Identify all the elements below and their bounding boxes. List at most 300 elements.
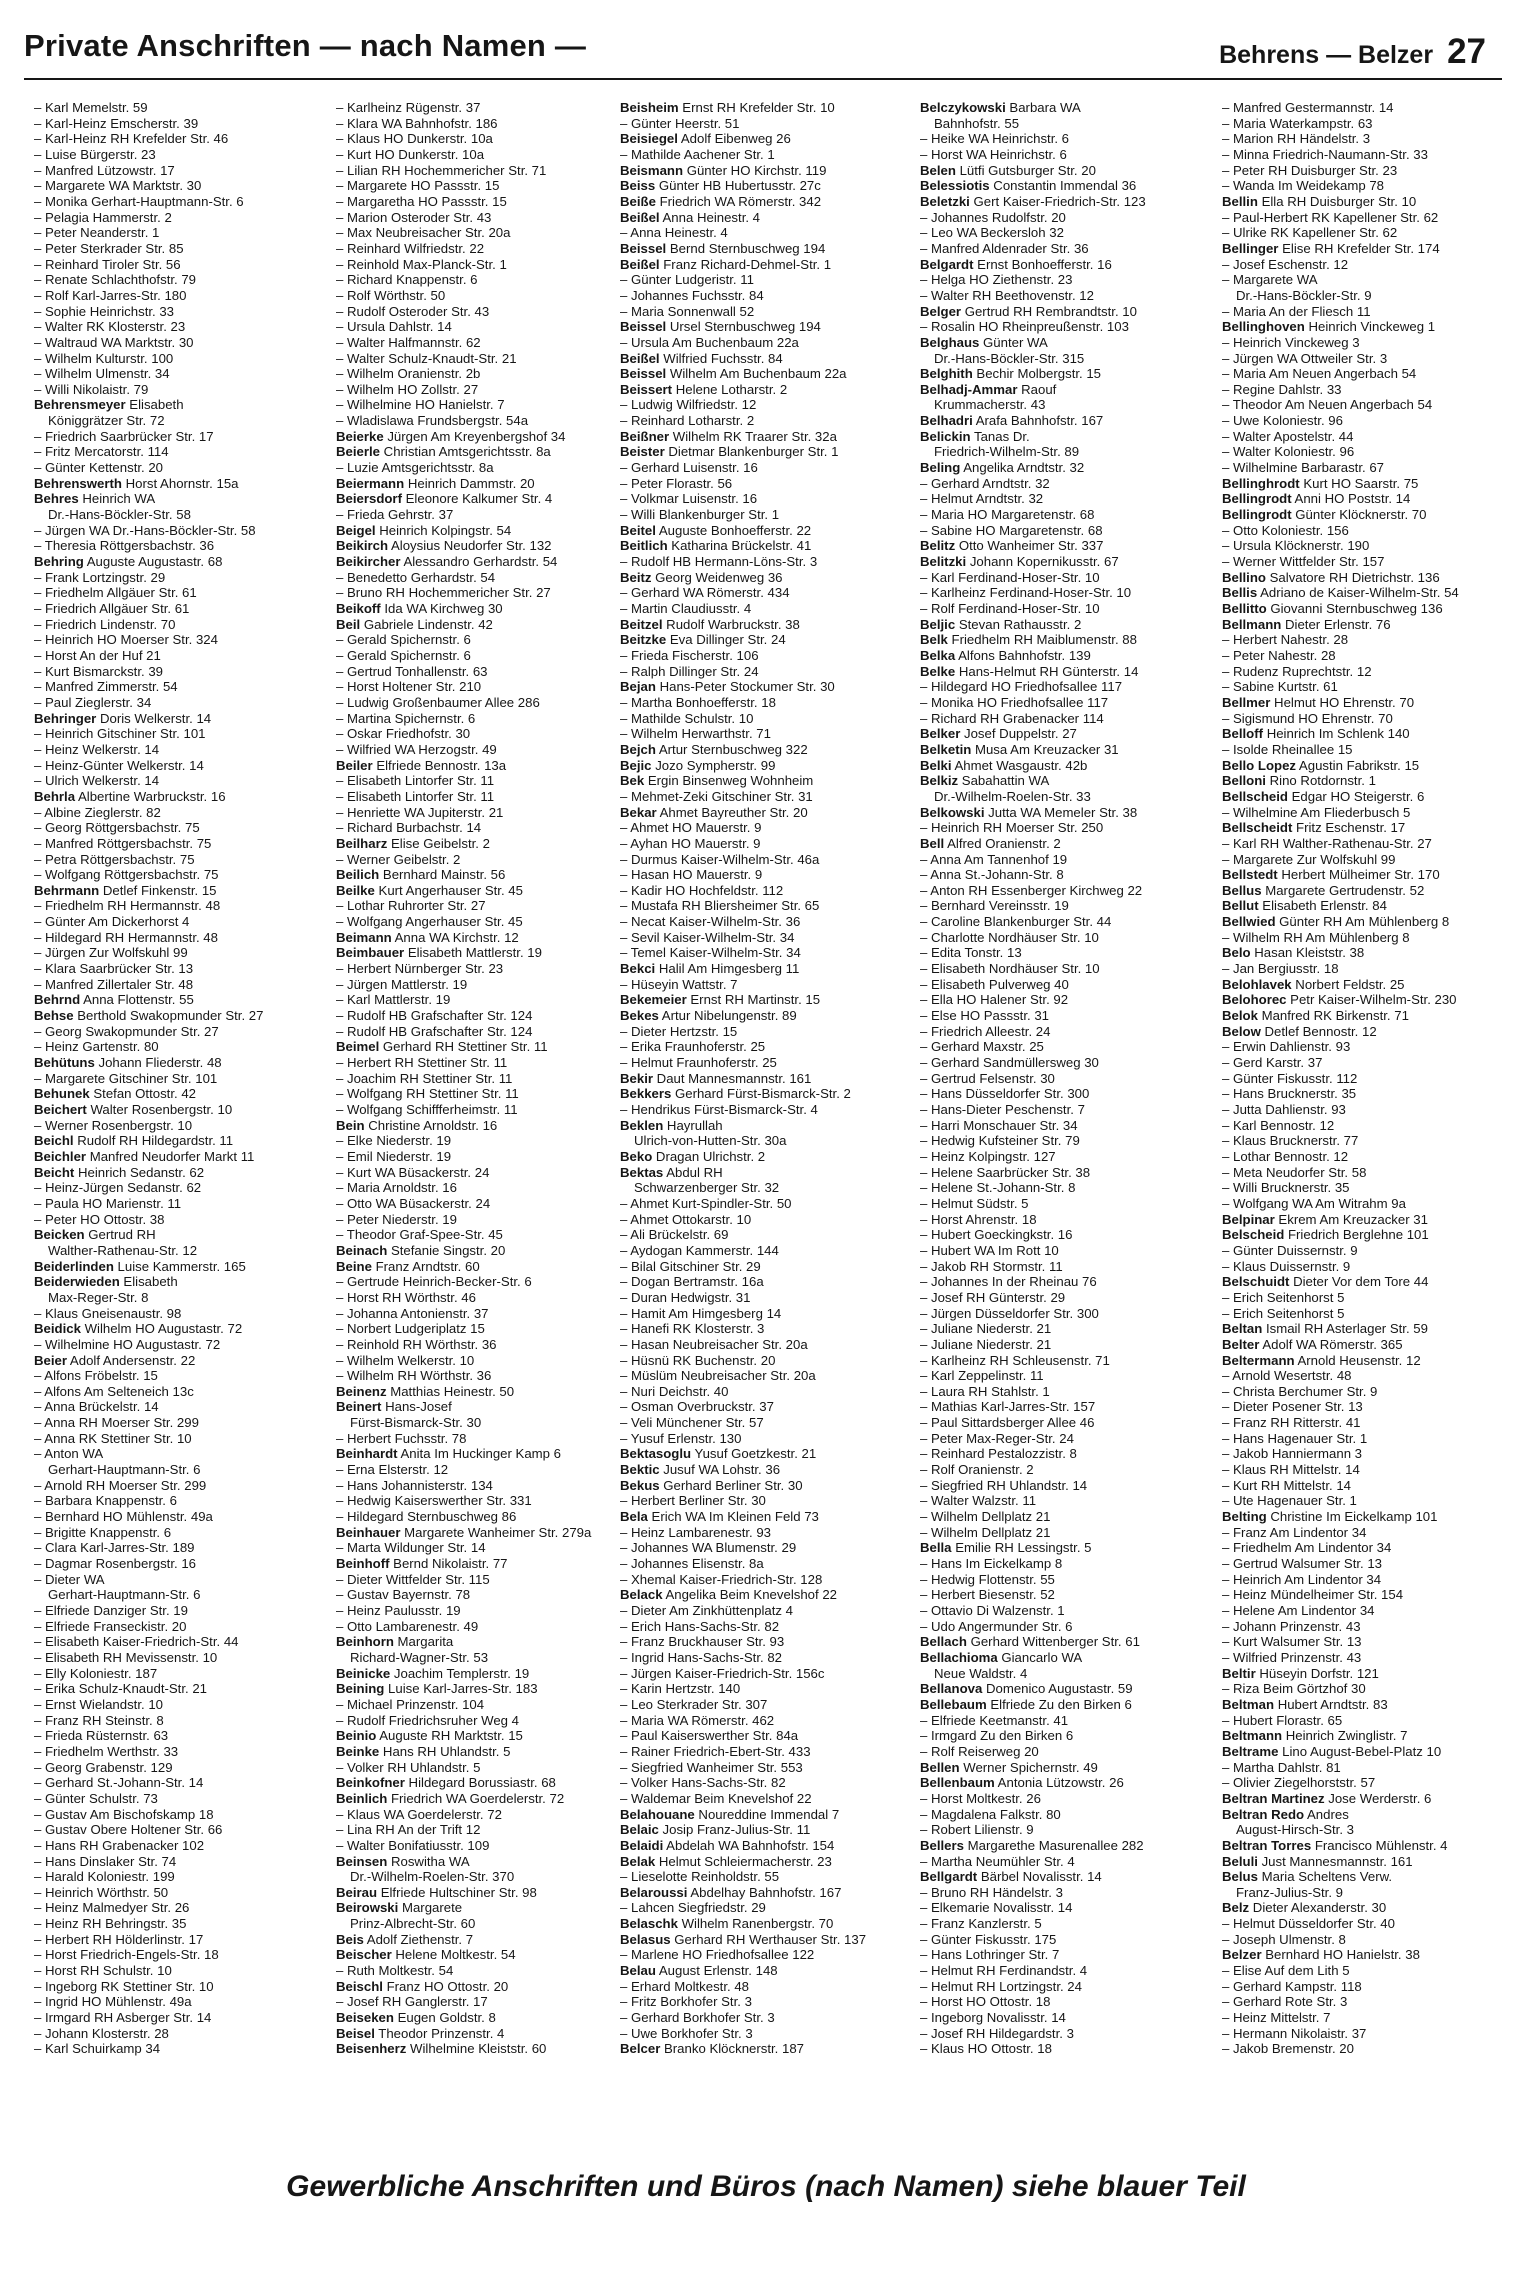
listing-entry: – Franz Am Lindentor 34 — [1222, 1524, 1367, 1540]
listing-entry: – Heinz Paulusstr. 19 — [336, 1603, 461, 1618]
listing-entry: – Gerhard Luisenstr. 16 — [620, 460, 758, 476]
surname: Beierke — [336, 428, 384, 444]
listing-entry: Beiler Elfriede Bennostr. 13a — [336, 757, 507, 773]
listing-entry: – Klaus WA Goerdelerstr. 72 — [336, 1806, 502, 1822]
page-header-right — [1219, 32, 1486, 72]
surname: Beikoff — [336, 601, 381, 616]
listing-entry: – Henriette WA Jupiterstr. 21 — [336, 804, 504, 820]
listing-entry: Beltman Hubert Arndtstr. 83 — [1222, 1696, 1388, 1712]
listing-entry: – Margarete Gitschiner Str. 101 — [34, 1070, 218, 1086]
surname: Beier — [34, 1352, 67, 1368]
listing-entry: Belschuidt Dieter Vor dem Tore 44 — [1222, 1274, 1429, 1290]
listing-entry: – Reinhard Lotharstr. 2 — [620, 413, 755, 429]
listing-entry: Belhadri Arafa Bahnhofstr. 167 — [920, 413, 1104, 429]
surname: Bellebaum — [920, 1696, 987, 1712]
listing-entry: – Elisabeth Pulverweg 40 — [920, 976, 1069, 992]
listing-entry: Belgardt Ernst Bonhoefferstr. 16 — [920, 256, 1112, 272]
listing-entry: Belaroussi Abdelhay Bahnhofstr. 167 — [620, 1884, 842, 1900]
listing-entry: Bellscheid Edgar HO Steigerstr. 6 — [1222, 788, 1425, 804]
surname: Bellino — [1222, 569, 1266, 585]
listing-entry: – Georg Röttgersbachstr. 75 — [34, 820, 200, 836]
surname: Belitz — [920, 538, 956, 554]
listing-entry: – Maria Sonnenwall 52 — [620, 303, 755, 319]
listing-entry: – Peter Max-Reger-Str. 24 — [920, 1430, 1074, 1446]
listing-entry: – Oskar Friedhofstr. 30 — [336, 726, 471, 742]
surname: Beinach — [336, 1242, 388, 1258]
listing-entry: Beisiegel Adolf Eibenweg 26 — [620, 131, 791, 147]
surname: Belscheid — [1222, 1227, 1285, 1243]
listing-entry: Belau August Erlenstr. 148 — [620, 1963, 778, 1979]
listing-entry: – Otto Koloniestr. 156 — [1222, 522, 1349, 538]
listing-entry: – Franz RH Steinstr. 8 — [34, 1712, 164, 1728]
listing-entry: – Gerhard Maxstr. 25 — [920, 1039, 1044, 1055]
surname: Beining — [336, 1681, 385, 1697]
listing-entry: – Lothar Bennostr. 12 — [1222, 1148, 1349, 1164]
listing-entry: – Regine Dahlstr. 33 — [1222, 381, 1342, 397]
listing-entry: Behrensmeyer Elisabeth — [34, 397, 184, 413]
listing-entry: Beier Adolf Andersenstr. 22 — [34, 1352, 196, 1368]
listing-entry: Belloff Heinrich Im Schlenk 140 — [1222, 726, 1410, 742]
listing-entry: Belczykowski Barbara WA — [920, 100, 1081, 115]
surname: Belickin — [920, 428, 971, 444]
listing-entry: – Horst Holtener Str. 210 — [336, 679, 482, 695]
listing-entry: – Karlheinz Rügenstr. 37 — [336, 100, 481, 115]
listing-entry: – Wilhelm HO Zollstr. 27 — [336, 381, 479, 397]
listing-entry: Belcer Branko Klöcknerstr. 187 — [620, 2041, 804, 2057]
listing-entry: Bellin Ella RH Duisburger Str. 10 — [1222, 193, 1417, 209]
listing-entry: Belke Hans-Helmut RH Günterstr. 14 — [920, 663, 1139, 679]
listing-entry: Beinhauer Margarete Wanheimer Str. 279a — [336, 1524, 592, 1540]
surname: Beissel — [620, 240, 667, 256]
listing-entry: – Anton RH Essenberger Kirchweg 22 — [920, 882, 1143, 898]
listing-entry: Beister Dietmar Blankenburger Str. 1 — [620, 444, 839, 460]
listing-entry: Dr.-Wilhelm-Roelen-Str. 33 — [934, 788, 1091, 804]
listing-entry: – Ingrid HO Mühlenstr. 49a — [34, 1994, 192, 2010]
listing-entry: Belok Manfred RK Birkenstr. 71 — [1222, 1008, 1409, 1024]
surname: Belting — [1222, 1509, 1267, 1525]
listing-entry: Bellscheidt Fritz Eschenstr. 17 — [1222, 820, 1406, 836]
listing-entry: – Dagmar Rosenbergstr. 16 — [34, 1556, 196, 1572]
listing-entry: Beiss Günter HB Hubertusstr. 27c — [620, 178, 821, 194]
listing-entry: Beilharz Elise Geibelstr. 2 — [336, 835, 490, 851]
listing-entry: – Manfred Zimmerstr. 54 — [34, 679, 178, 695]
surname: Beichert — [34, 1102, 87, 1117]
listing-entry: – Udo Angermunder Str. 6 — [920, 1618, 1073, 1634]
surname: Beiße — [620, 193, 656, 209]
listing-entry: – Heinrich RH Moerser Str. 250 — [920, 820, 1104, 836]
surname: Beiler — [336, 757, 373, 773]
surname: Belus — [1222, 1869, 1258, 1885]
listing-entry: – Elise Auf dem Lith 5 — [1222, 1963, 1350, 1979]
listing-entry: – Wilhelm Welkerstr. 10 — [336, 1352, 475, 1368]
listing-entry: – Petra Röttgersbachstr. 75 — [34, 851, 195, 867]
listing-entry: Beko Dragan Ulrichstr. 2 — [620, 1148, 766, 1164]
listing-entry: – Karl RH Walther-Rathenau-Str. 27 — [1222, 835, 1432, 851]
surname: Beitzke — [620, 632, 667, 648]
listing-entry: Beichert Walter Rosenbergstr. 10 — [34, 1102, 233, 1117]
listing-entry: – Margarete Zur Wolfskuhl 99 — [1222, 851, 1396, 867]
surname: Beierle — [336, 444, 380, 460]
listing-entry: – Wolfgang Schiffferheimstr. 11 — [336, 1102, 518, 1117]
listing-entry: – Harri Monschauer Str. 34 — [920, 1117, 1078, 1133]
listing-entry: Belzer Bernhard HO Hanielstr. 38 — [1222, 1947, 1420, 1963]
listing-entry: – Ella HO Halener Str. 92 — [920, 992, 1069, 1008]
listing-entry: Beiderlinden Luise Kammerstr. 165 — [34, 1258, 246, 1274]
listing-entry: Beirau Elfriede Hultschiner Str. 98 — [336, 1884, 537, 1900]
listing-entry: – Jürgen WA Ottweiler Str. 3 — [1222, 350, 1388, 366]
listing-entry: – Kadir HO Hochfeldstr. 112 — [620, 882, 784, 898]
listing-entry: – Juliane Niederstr. 21 — [920, 1321, 1052, 1337]
listing-entry: Beikoff Ida WA Kirchweg 30 — [336, 601, 503, 616]
listing-entry: – Manfred Zillertaler Str. 48 — [34, 976, 194, 992]
listing-entry: – Horst Moltkestr. 26 — [920, 1790, 1041, 1806]
listing-entry: – Rudenz Ruprechtstr. 12 — [1222, 663, 1372, 679]
listing-entry: – Anna RH Moerser Str. 299 — [34, 1415, 199, 1431]
listing-entry: Beinkofner Hildegard Borussiastr. 68 — [336, 1775, 556, 1791]
surname: Bekkers — [620, 1086, 672, 1102]
listing-entry: Bellitto Giovanni Sternbuschweg 136 — [1222, 601, 1443, 616]
listing-entry: – Richard RH Grabenacker 114 — [920, 710, 1104, 726]
listing-entry: – Durmus Kaiser-Wilhelm-Str. 46a — [620, 851, 820, 867]
surname: Bellmer — [1222, 694, 1271, 710]
listing-entry: Belpinar Ekrem Am Kreuzacker 31 — [1222, 1211, 1428, 1227]
listing-entry: Belkiz Sabahattin WA — [920, 773, 1050, 789]
listing-entry: – Meta Neudorfer Str. 58 — [1222, 1164, 1367, 1180]
surname: Beinhoff — [336, 1556, 390, 1572]
listing-entry: – Joachim RH Stettiner Str. 11 — [336, 1070, 513, 1086]
listing-entry: – Gerd Karstr. 37 — [1222, 1055, 1323, 1071]
listing-entry: – Walter Apostelstr. 44 — [1222, 428, 1354, 444]
listing-entry: – Elisabeth Lintorfer Str. 11 — [336, 788, 495, 804]
listing-entry: – Ursula Klöcknerstr. 190 — [1222, 538, 1370, 554]
listing-entry: – Peter Sterkrader Str. 85 — [34, 240, 184, 256]
listing-entry: Bell Alfred Oranienstr. 2 — [920, 835, 1061, 851]
listing-entry: Belz Dieter Alexanderstr. 30 — [1222, 1900, 1387, 1916]
listing-entry: – Helmut Arndtstr. 32 — [920, 491, 1044, 507]
listing-entry: – Ulrike RK Kapellener Str. 62 — [1222, 225, 1398, 241]
surname: Bellwied — [1222, 914, 1276, 930]
listing-entry: – Martina Spichernstr. 6 — [336, 710, 476, 726]
surname: Beinhorn — [336, 1634, 394, 1650]
listing-entry: Behring Auguste Augustastr. 68 — [34, 554, 223, 570]
listing-entry: – Heinz Mittelstr. 7 — [1222, 2010, 1331, 2026]
surname: Beinsen — [336, 1853, 388, 1869]
listing-entry: Gerhart-Hauptmann-Str. 6 — [48, 1462, 201, 1478]
listing-entry: – Marion Osteroder Str. 43 — [336, 209, 492, 225]
listing-entry: – Volker Hans-Sachs-Str. 82 — [620, 1775, 786, 1791]
surname: Behunek — [34, 1086, 90, 1102]
listing-entry: – Manfred Röttgersbachstr. 75 — [34, 835, 212, 851]
listing-entry: – Friedhelm RH Hermannstr. 48 — [34, 898, 221, 914]
listing-entry: – Erich Hans-Sachs-Str. 82 — [620, 1618, 780, 1634]
listing-entry: – Wilhelm RH Wörthstr. 36 — [336, 1368, 492, 1384]
listing-entry: – Maria Am Neuen Angerbach 54 — [1222, 366, 1417, 382]
listing-entry: – Edita Tonstr. 13 — [920, 945, 1022, 961]
listing-entry: – Siegfried RH Uhlandstr. 14 — [920, 1477, 1088, 1493]
surname: Behringer — [34, 710, 97, 726]
listing-entry: Behringer Doris Welkerstr. 14 — [34, 710, 212, 726]
listing-entry: – Frieda Gehrstr. 37 — [336, 507, 454, 523]
listing-entry: – Leo WA Beckersloh 32 — [920, 225, 1064, 241]
listing-entry: – Maria WA Römerstr. 462 — [620, 1712, 775, 1728]
listing-entry: – Manfred Gestermannstr. 14 — [1222, 100, 1394, 115]
listing-entry: – Paul-Herbert RK Kapellener Str. 62 — [1222, 209, 1439, 225]
listing-entry: – Monika HO Friedhofsallee 117 — [920, 694, 1109, 710]
listing-entry: – Günter Am Dickerhorst 4 — [34, 914, 190, 930]
listing-entry: – Ingrid Hans-Sachs-Str. 82 — [620, 1649, 782, 1665]
listing-entry: – Gustav Obere Holtener Str. 66 — [34, 1822, 223, 1838]
listing-entry: – Walter Koloniestr. 96 — [1222, 444, 1355, 460]
listing-entry: – Rainer Friedrich-Ebert-Str. 433 — [620, 1743, 811, 1759]
listing-entry: Behres Heinrich WA — [34, 491, 156, 507]
listing-column-5 — [1222, 100, 1508, 2145]
listing-entry: Beischl Franz HO Ottostr. 20 — [336, 1978, 509, 1994]
listing-entry: – Christa Berchumer Str. 9 — [1222, 1383, 1378, 1399]
listing-entry: – Margarete HO Passstr. 15 — [336, 178, 500, 194]
listing-entry: – Erna Elsterstr. 12 — [336, 1462, 449, 1478]
listing-entry: Walther-Rathenau-Str. 12 — [48, 1242, 198, 1258]
surname: Beißel — [620, 256, 660, 272]
listing-entry: – Johann Klosterstr. 28 — [34, 2025, 169, 2041]
listing-entry: – Ralph Dillinger Str. 24 — [620, 663, 759, 679]
listing-entry: Behse Berthold Swakopmunder Str. 27 — [34, 1008, 264, 1024]
listing-entry: Behrnd Anna Flottenstr. 55 — [34, 992, 194, 1008]
listing-entry: Belkowski Jutta WA Memeler Str. 38 — [920, 804, 1138, 820]
listing-entry: – Heinrich Wörthstr. 50 — [34, 1884, 169, 1900]
surname: Bellinghrodt — [1222, 475, 1300, 491]
listing-entry: Bellino Salvatore RH Dietrichstr. 136 — [1222, 569, 1440, 585]
listing-entry: – Heike WA Heinrichstr. 6 — [920, 131, 1070, 147]
listing-entry: – Rudolf HB Grafschafter Str. 124 — [336, 1008, 533, 1024]
listing-entry: – Erhard Moltkestr. 48 — [620, 1978, 750, 1994]
surname: Beltman — [1222, 1696, 1275, 1712]
listing-entry: Dr.-Hans-Böckler-Str. 58 — [48, 507, 191, 523]
listing-entry: – Margaretha HO Passstr. 15 — [336, 193, 507, 209]
listing-entry: Belickin Tanas Dr. — [920, 428, 1030, 444]
listing-entry: – Bilal Gitschiner Str. 29 — [620, 1258, 761, 1274]
listing-entry: – Fritz Borkhofer Str. 3 — [620, 1994, 752, 2010]
surname: Beigel — [336, 522, 376, 538]
listing-entry: – Peter HO Ottostr. 38 — [34, 1211, 165, 1227]
surname: Beletzki — [920, 193, 970, 209]
listing-entry: – Hendrikus Fürst-Bismarck-Str. 4 — [620, 1102, 818, 1117]
listing-entry: Below Detlef Bennostr. 12 — [1222, 1023, 1377, 1039]
listing-entry: – Anna Heinestr. 4 — [620, 225, 728, 241]
listing-entry: – Anna RK Stettiner Str. 10 — [34, 1430, 192, 1446]
listing-entry: – Heinz RH Behringstr. 35 — [34, 1916, 187, 1932]
surname: Bellinger — [1222, 240, 1279, 256]
listing-entry: – Gertrud Walsumer Str. 13 — [1222, 1556, 1383, 1572]
listing-entry: – Wilhelm Dellplatz 21 — [920, 1524, 1051, 1540]
listing-entry: – Kurt Walsumer Str. 13 — [1222, 1634, 1362, 1650]
surname: Beimel — [336, 1039, 380, 1055]
listing-entry: – Frieda Fischerstr. 106 — [620, 647, 759, 663]
listing-entry: – Ludwig Wilfriedstr. 12 — [620, 397, 757, 413]
listing-entry: – Luise Bürgerstr. 23 — [34, 146, 156, 162]
surname: Belessiotis — [920, 178, 990, 194]
listing-entry: – Helmut Düsseldorfer Str. 40 — [1222, 1916, 1395, 1932]
listing-entry: – Rosalin HO Rheinpreußenstr. 103 — [920, 319, 1129, 335]
listing-entry: Königgrätzer Str. 72 — [48, 413, 165, 429]
listing-entry: – Elisabeth Lintorfer Str. 11 — [336, 773, 495, 789]
listing-entry: – Manfred Aldenrader Str. 36 — [920, 240, 1089, 256]
listing-entry: Bekus Gerhard Berliner Str. 30 — [620, 1477, 803, 1493]
listing-entry: Belker Josef Duppelstr. 27 — [920, 726, 1077, 742]
surname: Beinhardt — [336, 1446, 398, 1462]
listing-entry: – Karl Schuirkamp 34 — [34, 2041, 161, 2057]
listing-entry: – Wilhelm Kulturstr. 100 — [34, 350, 174, 366]
surname: Beilharz — [336, 835, 388, 851]
listing-entry: – Friedrich Allgäuer Str. 61 — [34, 601, 190, 616]
surname: Behrla — [34, 788, 76, 804]
surname: Beiermann — [336, 475, 405, 491]
listing-entry: Belitzki Johann Kopernikusstr. 67 — [920, 554, 1119, 570]
listing-entry: Beinhoff Bernd Nikolaistr. 77 — [336, 1556, 508, 1572]
surname: Bellingrodt — [1222, 491, 1292, 507]
listing-entry: – Wilhelmine Am Fliederbusch 5 — [1222, 804, 1411, 820]
listing-entry: – Wilhelm Herwarthstr. 71 — [620, 726, 771, 742]
listing-entry: Beling Angelika Arndtstr. 32 — [920, 460, 1085, 476]
listing-entry: – Walter RH Beethovenstr. 12 — [920, 287, 1094, 303]
listing-entry: – Hans Johannisterstr. 134 — [336, 1477, 493, 1493]
surname: Beißel — [620, 350, 660, 366]
listing-entry: Belahouane Noureddine Immendal 7 — [620, 1806, 840, 1822]
listing-entry: Beinert Hans-Josef — [336, 1399, 452, 1415]
surname: Beister — [620, 444, 665, 460]
listing-entry: – Max Neubreisacher Str. 20a — [336, 225, 511, 241]
listing-entry: – Frieda Rüsternstr. 63 — [34, 1728, 169, 1744]
surname: Belki — [920, 757, 952, 773]
listing-entry: – Laura RH Stahlstr. 1 — [920, 1383, 1050, 1399]
surname: Belke — [920, 663, 956, 679]
surname: Belk — [920, 632, 948, 648]
listing-entry: – Gertrud Felsenstr. 30 — [920, 1070, 1055, 1086]
surname: Belka — [920, 647, 956, 663]
listing-entry: – Norbert Ludgeriplatz 15 — [336, 1321, 485, 1337]
listing-entry: – Ernst Wielandstr. 10 — [34, 1696, 164, 1712]
listing-entry: Beilich Bernhard Mainstr. 56 — [336, 867, 506, 883]
listing-entry: – Jakob Hanniermann 3 — [1222, 1446, 1363, 1462]
listing-entry: – Dieter Hertzstr. 15 — [620, 1023, 738, 1039]
listing-entry: Belki Ahmet Wasgaustr. 42b — [920, 757, 1088, 773]
surname: Belczykowski — [920, 100, 1006, 115]
listing-entry: Beißel Wilfried Fuchsstr. 84 — [620, 350, 783, 366]
listing-entry: – Veli Münchener Str. 57 — [620, 1415, 764, 1431]
listing-entry: Bek Ergin Binsenweg Wohnheim — [620, 773, 814, 789]
listing-entry: – Reinhard Tiroler Str. 56 — [34, 256, 181, 272]
listing-entry: – Jakob Bremenstr. 20 — [1222, 2041, 1354, 2057]
listing-entry: – Walter Bonifatiusstr. 109 — [336, 1837, 490, 1853]
listing-entry: Bellachioma Giancarlo WA — [920, 1649, 1083, 1665]
listing-entry: – Bernhard HO Mühlenstr. 49a — [34, 1509, 213, 1525]
surname: Beitzel — [620, 616, 663, 632]
listing-entry: Bello Lopez Agustin Fabrikstr. 15 — [1222, 757, 1420, 773]
surname: Belcer — [620, 2041, 661, 2057]
surname: Bekus — [620, 1477, 660, 1493]
listing-entry: – Magdalena Falkstr. 80 — [920, 1806, 1061, 1822]
listing-entry: Bellmann Dieter Erlenstr. 76 — [1222, 616, 1391, 632]
listing-entry: Beinicke Joachim Templerstr. 19 — [336, 1665, 530, 1681]
surname: Beil — [336, 616, 361, 632]
listing-entry: – Hedwig Flottenstr. 55 — [920, 1571, 1055, 1587]
listing-entry: – Mustafa RH Bliersheimer Str. 65 — [620, 898, 820, 914]
listing-entry: – Hasan HO Mauerstr. 9 — [620, 867, 763, 883]
listing-entry: – Necat Kaiser-Wilhelm-Str. 36 — [620, 914, 801, 930]
surname: Beine — [336, 1258, 372, 1274]
listing-entry: – Ludwig Großenbaumer Allee 286 — [336, 694, 540, 710]
surname: Belpinar — [1222, 1211, 1275, 1227]
surname: Beinenz — [336, 1383, 387, 1399]
listing-entry: – Luzie Amtsgerichtsstr. 8a — [336, 460, 494, 476]
listing-entry: – Walter Halfmannstr. 62 — [336, 334, 481, 350]
listing-entry: – Günter Heerstr. 51 — [620, 115, 740, 131]
listing-entry: Belghaus Günter WA — [920, 334, 1048, 350]
listing-entry: – Gerhard Rote Str. 3 — [1222, 1994, 1348, 2010]
listing-entry: August-Hirsch-Str. 3 — [1236, 1822, 1354, 1838]
listing-entry: – Maria Arnoldstr. 16 — [336, 1180, 457, 1196]
listing-entry: – Herbert RH Hölderlinstr. 17 — [34, 1931, 204, 1947]
listing-entry: Beissel Bernd Sternbuschweg 194 — [620, 240, 826, 256]
listing-entry: – Volkmar Luisenstr. 16 — [620, 491, 758, 507]
listing-entry: – Paul Zieglerstr. 34 — [34, 694, 152, 710]
listing-entry: – Jürgen Kaiser-Friedrich-Str. 156c — [620, 1665, 825, 1681]
surname: Beisenherz — [336, 2041, 407, 2057]
listing-entry: Bellach Gerhard Wittenberger Str. 61 — [920, 1634, 1140, 1650]
listing-entry: – Elkemarie Novalisstr. 14 — [920, 1900, 1073, 1916]
listing-entry: – Ahmet Ottokarstr. 10 — [620, 1211, 752, 1227]
listing-entry: – Gerhard Sandmüllersweg 30 — [920, 1055, 1099, 1071]
listing-entry: Bellebaum Elfriede Zu den Birken 6 — [920, 1696, 1132, 1712]
listing-entry: – Kurt HO Dunkerstr. 10a — [336, 146, 485, 162]
listing-entry: Franz-Julius-Str. 9 — [1236, 1884, 1343, 1900]
listing-entry: – Michael Prinzenstr. 104 — [336, 1696, 485, 1712]
listing-entry: – Johanna Antonienstr. 37 — [336, 1305, 489, 1321]
surname: Beinio — [336, 1728, 377, 1744]
listing-entry: – Jan Bergiusstr. 18 — [1222, 961, 1339, 977]
listing-entry: – Elfriede Keetmanstr. 41 — [920, 1712, 1069, 1728]
listing-entry: Beitlich Katharina Brückelstr. 41 — [620, 538, 812, 554]
listing-entry: – Karl-Heinz RH Krefelder Str. 46 — [34, 131, 229, 147]
surname: Belen — [920, 162, 956, 178]
surname: Beimann — [336, 929, 392, 945]
surname: Bellmann — [1222, 616, 1282, 632]
surname: Belschuidt — [1222, 1274, 1290, 1290]
listing-entry: – Maria An der Fliesch 11 — [1222, 303, 1371, 319]
surname: Belloff — [1222, 726, 1264, 742]
listing-entry: Belohlavek Norbert Feldstr. 25 — [1222, 976, 1405, 992]
listing-entry: – Friedrich Saarbrücker Str. 17 — [34, 428, 214, 444]
listing-entry: – Karin Hertzstr. 140 — [620, 1681, 741, 1697]
listing-entry: – Helene Saarbrücker Str. 38 — [920, 1164, 1091, 1180]
surname: Beißner — [620, 428, 670, 444]
surname: Bekar — [620, 804, 657, 820]
listing-entry: Beitz Georg Weidenweg 36 — [620, 569, 783, 585]
listing-entry: – Emil Niederstr. 19 — [336, 1148, 452, 1164]
surname: Beichler — [34, 1148, 87, 1164]
listing-entry: – Heinrich Am Lindentor 34 — [1222, 1571, 1382, 1587]
surname: Beitz — [620, 569, 652, 585]
listing-entry: Bektas Abdul RH — [620, 1164, 723, 1180]
surname: Beitel — [620, 522, 656, 538]
listing-entry: – Georg Grabenstr. 129 — [34, 1759, 173, 1775]
listing-entry: – Dieter Am Zinkhüttenplatz 4 — [620, 1603, 793, 1618]
listing-entry: – Mathilde Aachener Str. 1 — [620, 146, 775, 162]
surname: Belketin — [920, 741, 972, 757]
listing-entry: – Ayhan HO Mauerstr. 9 — [620, 835, 761, 851]
listing-entry: – Hans Düsseldorfer Str. 300 — [920, 1086, 1090, 1102]
listing-entry: – Klaus RH Mittelstr. 14 — [1222, 1462, 1360, 1478]
listing-entry: Bejan Hans-Peter Stockumer Str. 30 — [620, 679, 835, 695]
